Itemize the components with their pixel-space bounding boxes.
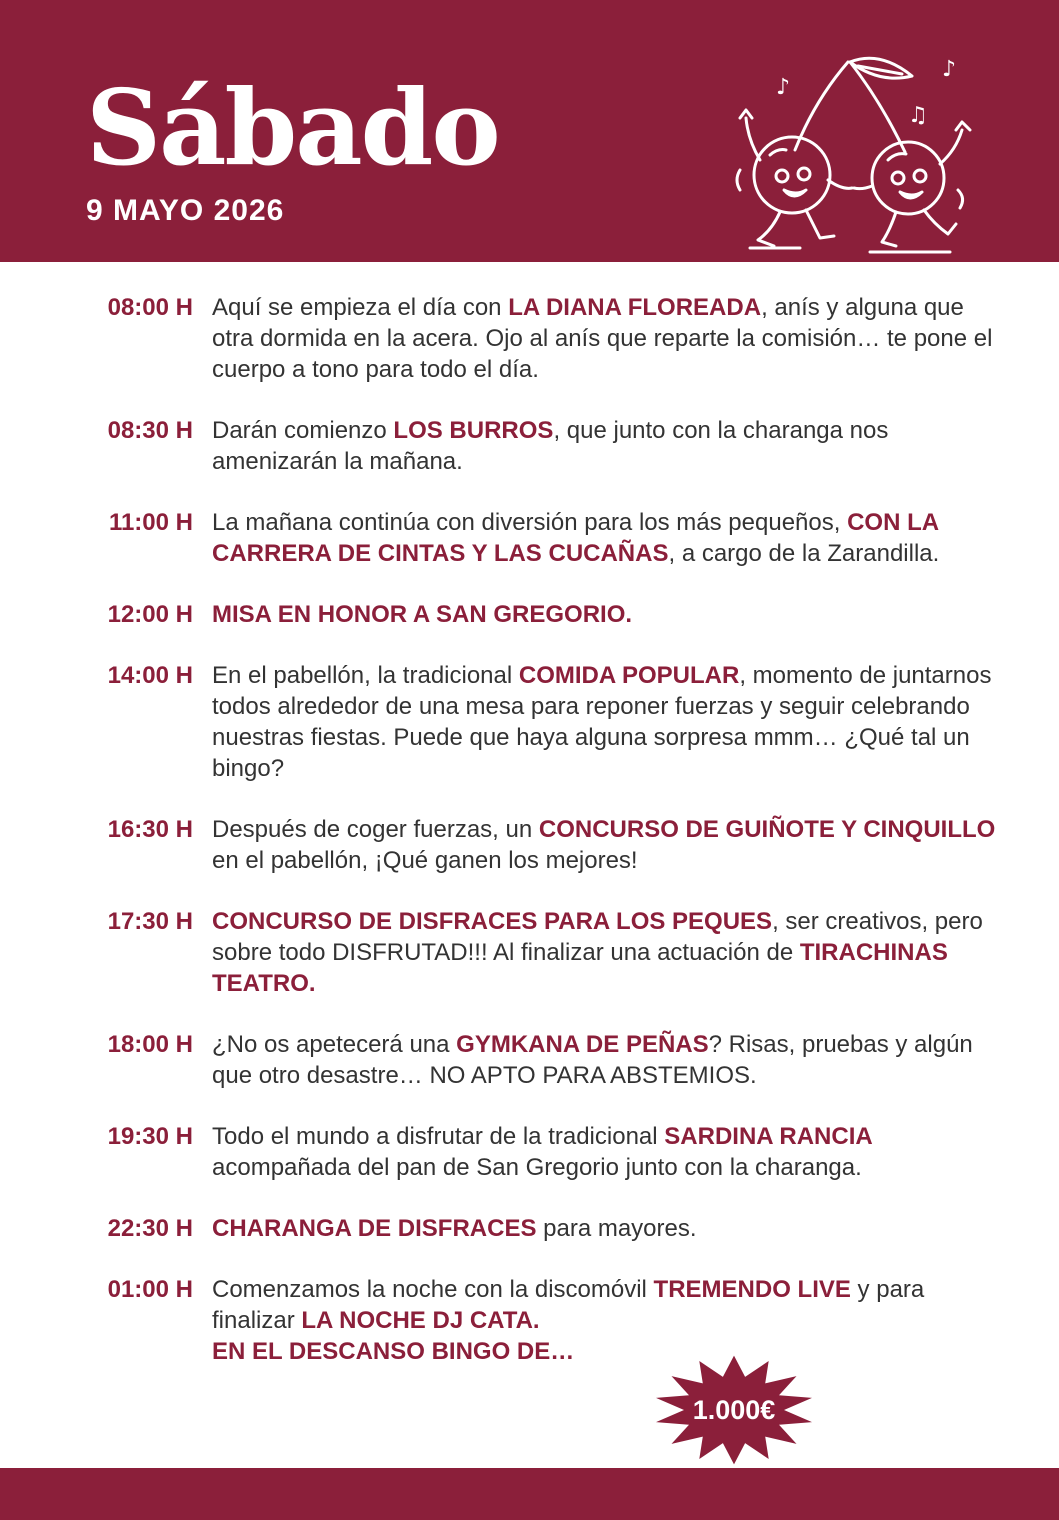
event-text: En el pabellón, la tradicional	[212, 662, 519, 689]
event-text: La mañana continúa con diversión para los más pequeños,	[212, 509, 848, 536]
event-text: Comenzamos la noche con la discomóvil	[212, 1276, 654, 1303]
event-time: 22:30 H	[107, 1215, 193, 1242]
event-text: , anís y alguna que otra dormida en la acera. Ojo al anís que reparte la comisión… te pone el cuerpo a tono para todo el día.	[212, 294, 993, 383]
svg-text:♪: ♪	[942, 57, 957, 82]
schedule-event	[0, 1213, 1059, 1244]
event-description	[212, 814, 1002, 876]
schedule-event	[0, 292, 1059, 385]
bingo-prize-amount: 1.000€	[692, 1395, 776, 1425]
schedule-event	[0, 415, 1059, 477]
event-text: , que junto con la charanga nos amenizarán la mañana.	[212, 417, 889, 475]
event-text: para mayores.	[536, 1215, 697, 1242]
page-title: Sábado	[86, 66, 499, 189]
event-time: 17:30 H	[107, 908, 193, 935]
event-highlight: LA DIANA FLOREADA	[508, 294, 762, 321]
event-highlight: CON LA CARRERA DE CINTAS Y LAS CUCAÑAS	[212, 509, 939, 567]
event-text: en el pabellón, ¡Qué ganen los mejores!	[212, 847, 638, 874]
dancing-cherries-illustration	[720, 40, 980, 262]
event-date: 9 MAYO 2026	[86, 194, 285, 227]
event-description	[212, 906, 1002, 999]
event-text: ¿No os apetecerá una	[212, 1031, 457, 1058]
event-description	[212, 1213, 1002, 1244]
event-text: , ser creativos, pero sobre todo DISFRUTAD!!! Al finalizar una actuación de	[212, 908, 983, 966]
event-time: 08:00 H	[107, 294, 193, 321]
event-highlight: CONCURSO DE DISFRACES PARA LOS PEQUES	[212, 908, 773, 935]
event-time: 14:00 H	[107, 662, 193, 689]
event-highlight: GYMKANA DE PEÑAS	[456, 1031, 709, 1058]
schedule-event	[0, 599, 1059, 630]
header-banner	[0, 0, 1059, 262]
event-description	[212, 1121, 1002, 1183]
event-description	[212, 415, 1002, 477]
event-highlight: TREMENDO LIVE	[653, 1276, 851, 1303]
event-description	[212, 507, 1002, 569]
event-text: Darán comienzo	[212, 417, 394, 444]
event-text: , a cargo de la Zarandilla.	[668, 540, 940, 567]
event-time: 19:30 H	[107, 1123, 193, 1150]
schedule-event	[0, 906, 1059, 999]
schedule-event	[0, 1121, 1059, 1183]
event-time: 16:30 H	[107, 816, 193, 843]
event-highlight: COMIDA POPULAR	[518, 662, 740, 689]
schedule-event	[0, 1029, 1059, 1091]
event-time: 12:00 H	[107, 601, 193, 628]
event-text: ? Risas, pruebas y algún que otro desastre… NO APTO PARA ABSTEMIOS.	[212, 1031, 973, 1089]
event-time: 08:30 H	[107, 417, 193, 444]
event-text: Todo el mundo a disfrutar de la tradicional	[212, 1123, 665, 1150]
event-time: 18:00 H	[107, 1031, 193, 1058]
schedule-event	[0, 660, 1059, 784]
svg-text:♫: ♫	[908, 103, 928, 128]
event-text: , momento de juntarnos todos alrededor de una mesa para reponer fuerzas y seguir celebrando nuestras fiestas. Puede que haya alguna sorpresa mmm… ¿Qué tal un bingo?	[212, 662, 992, 782]
event-highlight: EN EL DESCANSO BINGO DE…	[212, 1338, 575, 1365]
event-description	[212, 1029, 1002, 1091]
footer-band	[0, 1468, 1059, 1520]
svg-text:♪: ♪	[776, 75, 791, 100]
event-highlight: CONCURSO DE GUIÑOTE Y CINQUILLO	[538, 816, 996, 843]
schedule-event	[0, 814, 1059, 876]
event-time: 01:00 H	[107, 1276, 193, 1303]
event-time: 11:00 H	[108, 509, 193, 536]
event-text: Aquí se empieza el día con	[212, 294, 509, 321]
event-highlight: SARDINA RANCIA	[664, 1123, 873, 1150]
event-highlight: TIRACHINAS TEATRO.	[212, 939, 948, 997]
event-description	[212, 1274, 1002, 1367]
event-highlight: CHARANGA DE DISFRACES	[212, 1215, 537, 1242]
event-text: y para finalizar	[212, 1276, 925, 1334]
event-description	[212, 599, 1002, 630]
event-description	[212, 660, 1002, 784]
schedule-event	[0, 1274, 1059, 1367]
event-schedule	[0, 292, 1059, 1367]
event-highlight: MISA EN HONOR A SAN GREGORIO.	[212, 601, 633, 628]
event-highlight: LOS BURROS	[393, 417, 554, 444]
schedule-event	[0, 507, 1059, 569]
event-text: acompañada del pan de San Gregorio junto con la charanga.	[212, 1154, 862, 1181]
event-text: Después de coger fuerzas, un	[212, 816, 539, 843]
event-highlight: LA NOCHE DJ CATA.	[301, 1307, 540, 1334]
event-description	[212, 292, 1002, 385]
